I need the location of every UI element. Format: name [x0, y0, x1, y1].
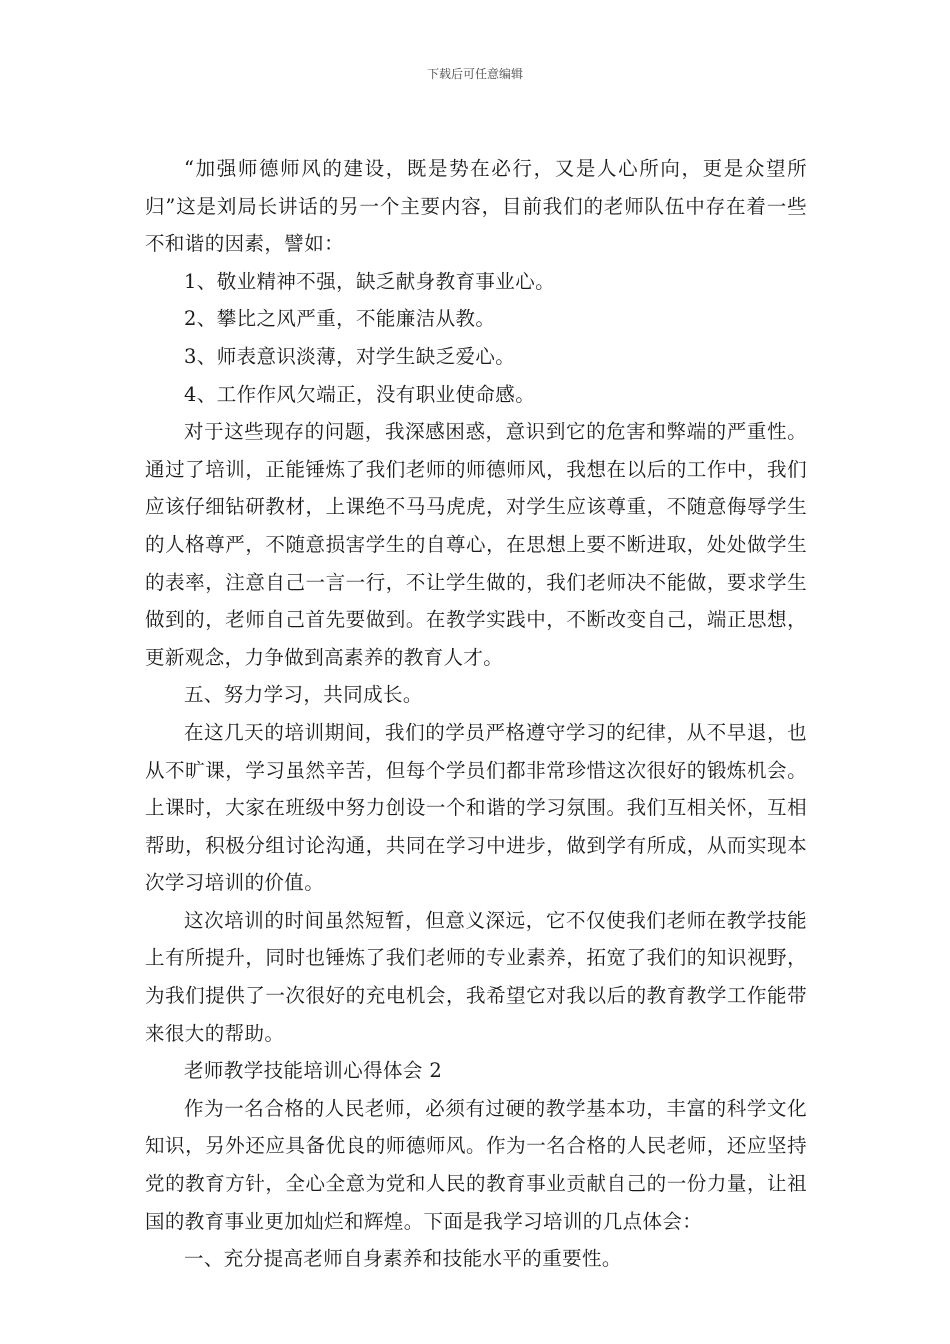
paragraph-article-2-intro: 作为一名合格的人民老师，必须有过硬的教学基本功，丰富的科学文化知识，另外还应具备优良的师德师风。作为一名合格的人民老师，还应坚持党的教育方针，全心全意为党和人民的教育事业贡献自己的一份力量，让祖国的教育事业更加灿烂和辉煌。下面是我学习培训的几点体会： [145, 1096, 807, 1233]
article-title-2: 老师教学技能培训心得体会 2 [184, 1059, 443, 1083]
list-item-4: 4、工作作风欠端正，没有职业使命感。 [184, 382, 536, 406]
document-body [145, 150, 807, 1278]
list-item-3: 3、师表意识淡薄，对学生缺乏爱心。 [184, 344, 516, 368]
list-item-2: 2、攀比之风严重，不能廉洁从教。 [184, 307, 496, 331]
section-heading-one: 一、充分提高老师自身素养和技能水平的重要性。 [184, 1247, 622, 1271]
page-header: 下载后可任意编辑 [426, 67, 523, 81]
paragraph-training-period: 在这几天的培训期间，我们的学员严格遵守学习的纪律，从不早退，也从不旷课，学习虽然辛苦，但每个学员们都非常珍惜这次很好的锻炼机会。上课时，大家在班级中努力创设一个和谐的学习氛围。我们互相关怀，互相帮助，积极分组讨论沟通，共同在学习中进步，做到学有所成，从而实现本次学习培训的价值。 [145, 720, 807, 895]
section-heading-five: 五、努力学习，共同成长。 [184, 683, 423, 707]
list-item-1: 1、敬业精神不强，缺乏献身教育事业心。 [184, 269, 556, 293]
paragraph-conclusion: 这次培训的时间虽然短暂，但意义深远，它不仅使我们老师在教学技能上有所提升，同时也锤炼了我们老师的专业素养，拓宽了我们的知识视野，为我们提供了一次很好的充电机会，我希望它对我以后的教育教学工作能带来很大的帮助。 [145, 908, 807, 1045]
paragraph-intro: “加强师德师风的建设，既是势在必行，又是人心所向，更是众望所归”这是刘局长讲话的另一个主要内容，目前我们的老师队伍中存在着一些不和谐的因素，譬如： [145, 157, 807, 256]
paragraph-reflection: 对于这些现存的问题，我深感困惑，意识到它的危害和弊端的严重性。通过了培训，正能锤炼了我们老师的师德师风，我想在以后的工作中，我们应该仔细钻研教材，上课绝不马马虎虎，对学生应该尊重，不随意侮辱学生的人格尊严，不随意损害学生的自尊心，在思想上要不断进取，处处做学生的表率，注意自己一言一行，不让学生做的，我们老师决不能做，要求学生做到的，老师自己首先要做到。在教学实践中，不断改变自己，端正思想，更新观念，力争做到高素养的教育人才。 [145, 420, 807, 669]
